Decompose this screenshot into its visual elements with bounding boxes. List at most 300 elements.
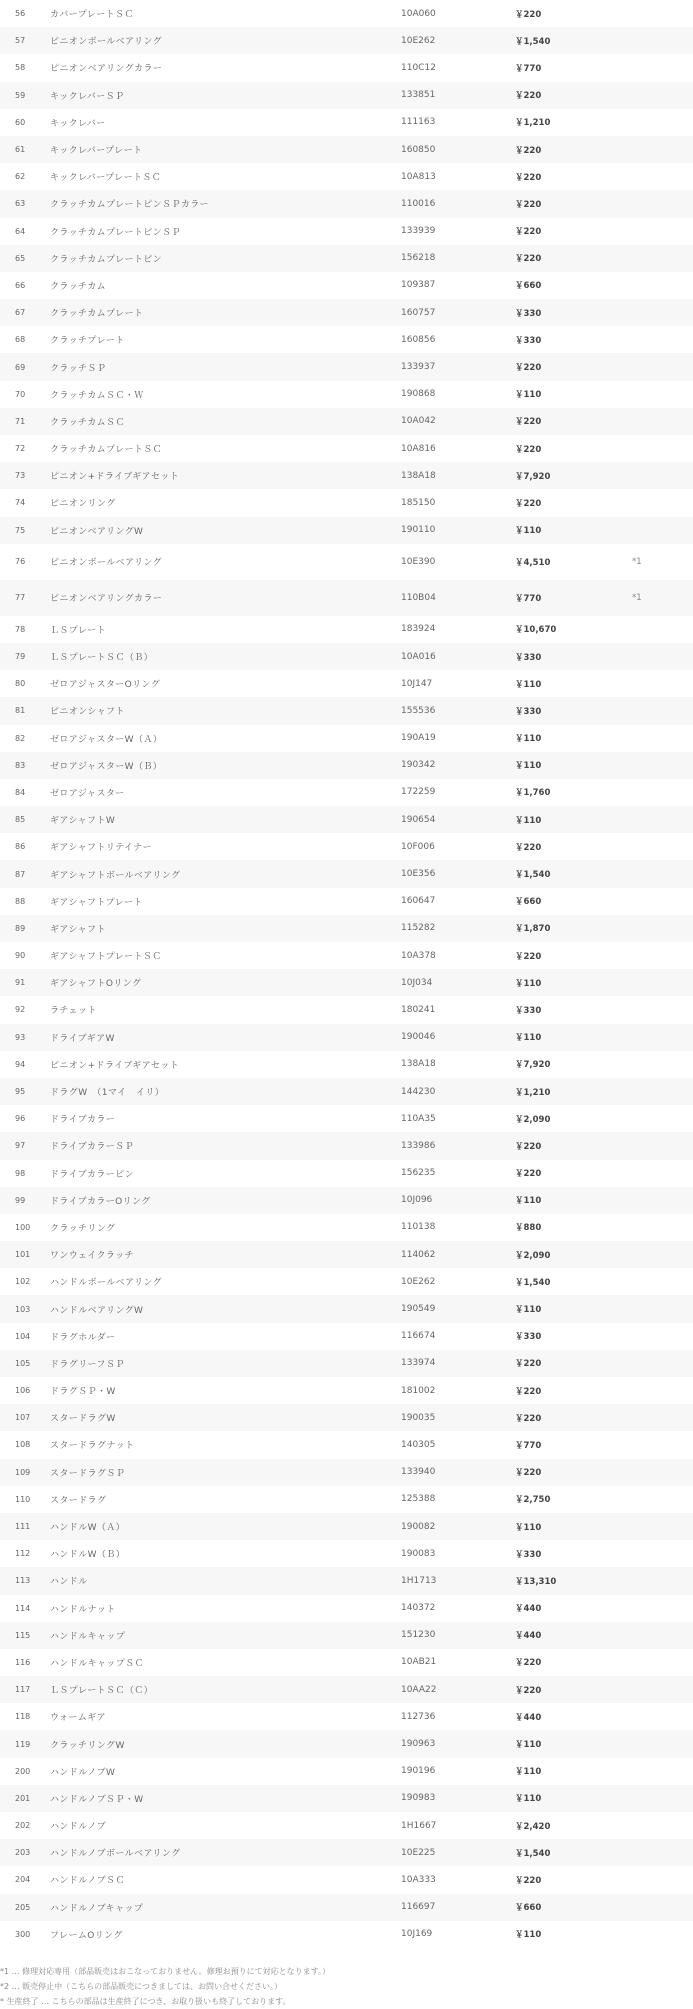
part-code: 116674: [401, 1331, 436, 1342]
part-price: ￥110: [515, 815, 542, 826]
footnote-repair-only: *1 … 修理対応専用（部品販売はおこなっておりません。修理お預りにて対応となります。）: [0, 1966, 331, 1976]
part-number: 61: [15, 145, 26, 155]
part-price: ￥110: [515, 679, 542, 690]
table-row: [0, 860, 693, 887]
part-number: 89: [15, 923, 26, 933]
part-number: 58: [15, 63, 26, 73]
part-price: ￥110: [515, 761, 542, 772]
part-number: 95: [15, 1087, 26, 1097]
part-name: ピニオンベアリングカラー: [50, 64, 163, 75]
part-price: ￥1,540: [515, 870, 551, 881]
table-row: [0, 752, 693, 779]
table-row: [0, 580, 693, 616]
table-row: [0, 381, 693, 408]
part-name: ハンドル: [50, 1577, 88, 1588]
part-number: 94: [15, 1059, 26, 1069]
part-name: ドライブギアW: [50, 1033, 115, 1044]
part-number: 92: [15, 1005, 26, 1015]
part-name: ＬＳプレートＳＣ（Ｃ）: [50, 1686, 154, 1697]
table-row: [0, 1105, 693, 1132]
part-price: ￥220: [515, 1359, 542, 1370]
part-number: 56: [15, 9, 26, 19]
part-price: ￥220: [515, 1141, 542, 1152]
table-row: [0, 1649, 693, 1676]
part-number: 113: [15, 1576, 31, 1586]
part-code: 190654: [401, 814, 436, 825]
part-number: 66: [15, 280, 26, 290]
part-price: ￥220: [515, 363, 542, 374]
part-price: ￥330: [515, 706, 542, 717]
part-price: ￥7,920: [515, 471, 551, 482]
part-number: 96: [15, 1114, 26, 1124]
part-name: ギアシャフトプレート: [50, 897, 143, 908]
table-row: [0, 353, 693, 380]
part-number: 104: [15, 1331, 31, 1341]
part-name: ラチェット: [50, 1006, 97, 1017]
part-number: 71: [15, 416, 26, 426]
table-row: [0, 1676, 693, 1703]
part-price: ￥220: [515, 9, 542, 20]
part-number: 107: [15, 1413, 31, 1423]
part-code: 10A378: [401, 950, 436, 961]
part-price: ￥660: [515, 1903, 542, 1914]
table-row: [0, 1785, 693, 1812]
table-row: [0, 969, 693, 996]
table-row: [0, 1431, 693, 1458]
part-name: ドライブカラーOリング: [50, 1196, 151, 1207]
part-code: 183924: [401, 624, 436, 635]
part-name: ドラグＳＰ・W: [50, 1387, 116, 1398]
table-row: [0, 643, 693, 670]
part-price: ￥2,090: [515, 1250, 551, 1261]
part-code: 190963: [401, 1739, 436, 1750]
table-row: [0, 1132, 693, 1159]
part-name: クラッチカムプレートピンＳＰ: [50, 227, 181, 238]
part-code: 10J034: [401, 977, 433, 988]
part-price: ￥220: [515, 1169, 542, 1180]
part-price: ￥330: [515, 335, 542, 346]
part-name: キックレバーＳＰ: [50, 91, 125, 102]
table-row: [0, 1758, 693, 1785]
part-number: 200: [15, 1766, 31, 1776]
table-row: [0, 54, 693, 81]
part-price: ￥1,540: [515, 1277, 551, 1288]
part-code: 110B04: [401, 592, 436, 603]
table-row: [0, 833, 693, 860]
part-number: 84: [15, 787, 26, 797]
part-number: 99: [15, 1195, 26, 1205]
part-name: ピニオンベアリングW: [50, 526, 144, 537]
table-row: [0, 517, 693, 544]
part-code: 133940: [401, 1467, 436, 1478]
part-name: ピニオンベアリングカラー: [50, 594, 163, 605]
footnote-discontinued: * 生産終了 … こちらの部品は生産終了につき、お取り扱いも終了しております。: [0, 1996, 291, 2006]
part-price: ￥7,920: [515, 1060, 551, 1071]
part-price: ￥1,210: [515, 118, 551, 129]
part-name: ピニオンリング: [50, 499, 116, 510]
part-name: キックレバープレート: [50, 146, 143, 157]
table-row: [0, 779, 693, 806]
table-row: [0, 1894, 693, 1921]
part-number: 86: [15, 842, 26, 852]
table-row: [0, 1812, 693, 1839]
part-price: ￥110: [515, 1740, 542, 1751]
part-price: ￥1,540: [515, 36, 551, 47]
part-number: 57: [15, 36, 26, 46]
part-name: ハンドルナット: [50, 1604, 116, 1615]
table-row: [0, 1024, 693, 1051]
footnote-sales-suspended: *2 … 販売停止中（こちらの部品販売につきましては、お問い合せください。）: [0, 1981, 283, 1991]
part-number: 83: [15, 760, 26, 770]
part-number: 67: [15, 308, 26, 318]
part-number: 116: [15, 1657, 31, 1667]
part-number: 62: [15, 172, 26, 182]
table-row: [0, 0, 693, 27]
part-number: 78: [15, 624, 26, 634]
part-price: ￥1,870: [515, 924, 551, 935]
part-name: ゼロアジャスターW（Ｂ）: [50, 761, 163, 772]
part-number: 115: [15, 1630, 31, 1640]
part-number: 91: [15, 978, 26, 988]
part-price: ￥880: [515, 1223, 542, 1234]
part-name: ピニオンシャフト: [50, 707, 125, 718]
table-row: [0, 326, 693, 353]
table-row: [0, 996, 693, 1023]
part-code: 133939: [401, 226, 436, 237]
part-code: 190110: [401, 525, 436, 536]
part-number: 79: [15, 652, 26, 662]
part-price: ￥220: [515, 417, 542, 428]
table-row: [0, 670, 693, 697]
part-name: クラッチプレート: [50, 336, 125, 347]
table-row: [0, 435, 693, 462]
part-price: ￥440: [515, 1631, 542, 1642]
part-name: スタードラグナット: [50, 1441, 135, 1452]
part-name: ハンドルW（Ｂ）: [50, 1550, 126, 1561]
part-code: 1H1667: [401, 1820, 437, 1831]
part-name: クラッチカムプレートピン: [50, 254, 163, 265]
part-code: 180241: [401, 1004, 436, 1015]
part-code: 190549: [401, 1304, 436, 1315]
part-code: 190083: [401, 1548, 436, 1559]
table-row: [0, 1567, 693, 1594]
part-price: ￥110: [515, 1930, 542, 1941]
table-row: [0, 1323, 693, 1350]
part-number: 101: [15, 1250, 31, 1260]
part-number: 63: [15, 199, 26, 209]
part-code: 190A19: [401, 733, 436, 744]
part-number: 103: [15, 1304, 31, 1314]
part-price: ￥440: [515, 1604, 542, 1615]
part-price: ￥220: [515, 1468, 542, 1479]
part-name: ドラグリーフＳＰ: [50, 1359, 125, 1370]
part-name: クラッチカムＳＣ・Ｗ: [50, 390, 144, 401]
part-name: ドラグW （1マイ イリ）: [50, 1088, 165, 1099]
table-row: [0, 109, 693, 136]
part-price: ￥770: [515, 63, 542, 74]
part-price: ￥440: [515, 1712, 542, 1723]
part-code: 10E390: [401, 556, 436, 567]
table-row: [0, 725, 693, 752]
part-price: ￥110: [515, 1767, 542, 1778]
part-number: 70: [15, 389, 26, 399]
part-code: 10A016: [401, 651, 436, 662]
part-code: 10E356: [401, 869, 436, 880]
part-number: 109: [15, 1467, 31, 1477]
part-number: 93: [15, 1032, 26, 1042]
part-code: 190983: [401, 1793, 436, 1804]
part-code: 133974: [401, 1358, 436, 1369]
part-note: *1: [632, 556, 642, 567]
part-name: ピニオンボールベアリング: [50, 37, 163, 48]
part-number: 100: [15, 1222, 31, 1232]
part-number: 68: [15, 335, 26, 345]
part-name: クラッチカムＳＣ: [50, 417, 125, 428]
part-name: ギアシャフトOリング: [50, 979, 142, 990]
part-code: 190035: [401, 1412, 436, 1423]
part-price: ￥220: [515, 498, 542, 509]
part-price: ￥220: [515, 199, 542, 210]
part-code: 172259: [401, 787, 436, 798]
part-name: ドライブカラーＳＰ: [50, 1142, 134, 1153]
part-name: スタードラグW: [50, 1414, 116, 1425]
part-price: ￥220: [515, 842, 542, 853]
part-name: ピニオン+ドライブギアセット: [50, 1060, 180, 1071]
table-row: [0, 82, 693, 109]
part-name: クラッチカムプレートピンＳＰカラー: [50, 200, 210, 211]
part-code: 10A333: [401, 1874, 436, 1885]
part-price: ￥2,090: [515, 1114, 551, 1125]
part-code: 112736: [401, 1711, 436, 1722]
part-name: ドライブカラー: [50, 1115, 116, 1126]
part-number: 108: [15, 1440, 31, 1450]
part-code: 110A35: [401, 1113, 436, 1124]
table-row: [0, 408, 693, 435]
part-code: 144230: [401, 1086, 436, 1097]
part-price: ￥220: [515, 254, 542, 265]
part-price: ￥110: [515, 1196, 542, 1207]
part-name: ウォームギア: [50, 1713, 107, 1724]
part-code: 156218: [401, 253, 436, 264]
part-number: 74: [15, 498, 26, 508]
table-row: [0, 1160, 693, 1187]
table-row: [0, 1839, 693, 1866]
part-price: ￥220: [515, 1658, 542, 1669]
part-code: 133986: [401, 1140, 436, 1151]
part-price: ￥110: [515, 390, 542, 401]
part-name: フレームOリング: [50, 1930, 123, 1941]
part-name: ハンドルノブＳＣ: [50, 1876, 125, 1887]
table-row: [0, 27, 693, 54]
table-row: [0, 136, 693, 163]
part-name: ギアシャフトリテイナー: [50, 843, 153, 854]
part-price: ￥1,540: [515, 1848, 551, 1859]
part-code: 110C12: [401, 62, 436, 73]
part-price: ￥220: [515, 444, 542, 455]
part-number: 205: [15, 1902, 31, 1912]
part-name: ハンドルノブW: [50, 1767, 116, 1778]
part-code: 111163: [401, 117, 436, 128]
part-price: ￥220: [515, 1875, 542, 1886]
part-name: ハンドルノブＳＰ・W: [50, 1794, 144, 1805]
table-row: [0, 1703, 693, 1730]
part-name: ピニオンボールベアリング: [50, 558, 163, 569]
part-number: 105: [15, 1358, 31, 1368]
part-number: 81: [15, 706, 26, 716]
part-name: ハンドルノブ: [50, 1822, 107, 1833]
part-name: ギアシャフトW: [50, 816, 116, 827]
table-row: [0, 245, 693, 272]
part-code: 10AB21: [401, 1657, 437, 1668]
part-price: ￥220: [515, 145, 542, 156]
table-row: [0, 1540, 693, 1567]
part-price: ￥110: [515, 1794, 542, 1805]
part-name: ゼロアジャスターOリング: [50, 680, 161, 691]
part-note: *1: [632, 592, 642, 603]
part-number: 117: [15, 1685, 31, 1695]
table-row: [0, 272, 693, 299]
part-code: 140372: [401, 1603, 436, 1614]
part-name: ギアシャフトプレートＳＣ: [50, 952, 162, 963]
part-code: 190342: [401, 760, 436, 771]
table-row: [0, 1730, 693, 1757]
part-name: ハンドルノブキャップ: [50, 1903, 144, 1914]
table-row: [0, 1866, 693, 1893]
table-row: [0, 462, 693, 489]
part-code: 138A18: [401, 1059, 436, 1070]
table-row: [0, 163, 693, 190]
part-code: 160856: [401, 334, 436, 345]
part-number: 77: [15, 593, 26, 603]
part-name: スタードラグ: [50, 1495, 107, 1506]
part-name: ハンドルノブボールベアリング: [50, 1849, 181, 1860]
footnotes: [0, 1964, 693, 2009]
table-row: [0, 616, 693, 643]
part-code: 10A060: [401, 8, 436, 19]
table-row: [0, 489, 693, 516]
part-number: 90: [15, 951, 26, 961]
table-row: [0, 190, 693, 217]
part-price: ￥660: [515, 897, 542, 908]
table-row: [0, 1459, 693, 1486]
part-code: 185150: [401, 497, 436, 508]
part-price: ￥1,210: [515, 1087, 551, 1098]
part-price: ￥660: [515, 281, 542, 292]
part-price: ￥770: [515, 593, 542, 604]
part-number: 110: [15, 1494, 31, 1504]
part-name: ゼロアジャスター: [50, 788, 125, 799]
table-row: [0, 888, 693, 915]
table-row: [0, 1051, 693, 1078]
part-code: 115282: [401, 923, 436, 934]
part-number: 204: [15, 1875, 31, 1885]
part-number: 300: [15, 1929, 31, 1939]
part-code: 10A813: [401, 171, 436, 182]
table-row: [0, 1187, 693, 1214]
part-number: 80: [15, 679, 26, 689]
part-price: ￥110: [515, 526, 542, 537]
part-code: 160757: [401, 307, 436, 318]
part-price: ￥10,670: [515, 625, 557, 636]
part-number: 112: [15, 1549, 31, 1559]
part-name: クラッチカムプレート: [50, 309, 144, 320]
part-name: カバープレートＳＣ: [50, 10, 134, 21]
part-number: 73: [15, 471, 26, 481]
part-name: ギアシャフト: [50, 924, 106, 935]
part-number: 118: [15, 1712, 31, 1722]
part-code: 190196: [401, 1766, 436, 1777]
part-number: 119: [15, 1739, 31, 1749]
part-number: 88: [15, 896, 26, 906]
part-code: 151230: [401, 1630, 436, 1641]
part-price: ￥770: [515, 1440, 542, 1451]
part-number: 65: [15, 253, 26, 263]
part-price: ￥330: [515, 1005, 542, 1016]
part-number: 114: [15, 1603, 31, 1613]
part-code: 10AA22: [401, 1684, 437, 1695]
part-price: ￥330: [515, 308, 542, 319]
part-number: 69: [15, 362, 26, 372]
part-number: 64: [15, 226, 26, 236]
part-number: 82: [15, 733, 26, 743]
part-code: 10A816: [401, 443, 436, 454]
part-code: 110138: [401, 1222, 436, 1233]
part-price: ￥330: [515, 652, 542, 663]
part-code: 10A042: [401, 416, 436, 427]
part-price: ￥110: [515, 1522, 542, 1533]
part-code: 114062: [401, 1249, 436, 1260]
part-number: 202: [15, 1821, 31, 1831]
part-price: ￥330: [515, 1549, 542, 1560]
part-code: 181002: [401, 1385, 436, 1396]
table-row: [0, 218, 693, 245]
part-number: 203: [15, 1848, 31, 1858]
table-row: [0, 806, 693, 833]
part-code: 10E225: [401, 1847, 436, 1858]
part-code: 156235: [401, 1168, 436, 1179]
part-number: 106: [15, 1386, 31, 1396]
part-code: 10J147: [401, 678, 433, 689]
part-price: ￥220: [515, 1685, 542, 1696]
part-price: ￥220: [515, 91, 542, 102]
table-row: [0, 1622, 693, 1649]
part-code: 140305: [401, 1439, 436, 1450]
part-number: 111: [15, 1522, 31, 1532]
part-code: 190046: [401, 1032, 436, 1043]
part-code: 125388: [401, 1494, 436, 1505]
part-name: ＬＳプレート: [50, 625, 107, 636]
part-number: 98: [15, 1168, 26, 1178]
part-number: 201: [15, 1793, 31, 1803]
part-number: 85: [15, 815, 26, 825]
part-number: 102: [15, 1277, 31, 1287]
part-price: ￥4,510: [515, 557, 551, 568]
part-name: クラッチリングW: [50, 1740, 125, 1751]
part-price: ￥110: [515, 978, 542, 989]
table-row: [0, 1350, 693, 1377]
part-price: ￥110: [515, 734, 542, 745]
part-price: ￥13,310: [515, 1576, 557, 1587]
part-number: 72: [15, 444, 26, 454]
part-name: スタードラグＳＰ: [50, 1468, 126, 1479]
part-number: 87: [15, 869, 26, 879]
table-row: [0, 1921, 693, 1948]
part-name: ハンドルキャップＳＣ: [50, 1658, 145, 1669]
part-name: クラッチカム: [50, 281, 107, 292]
part-name: クラッチカムプレートＳＣ: [50, 445, 163, 456]
table-row: [0, 1513, 693, 1540]
part-price: ￥220: [515, 1386, 542, 1397]
